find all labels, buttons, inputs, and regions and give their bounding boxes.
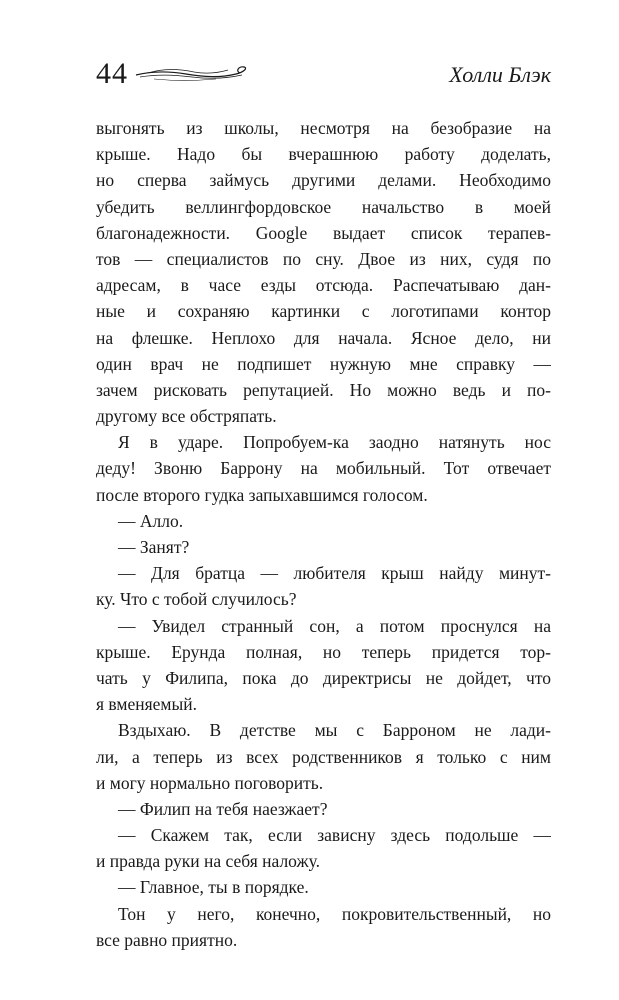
text-line: — Для братца — любителя крыш найду минут-	[118, 563, 551, 584]
text-line: я вменяемый.	[96, 694, 197, 715]
text-line: один врач не подпишет нужную мне справку —	[96, 353, 551, 374]
text-line: — Увидел странный сон, а потом проснулся на	[118, 615, 551, 636]
text-line: тов — специалистов по сну. Двое из них, судя по	[96, 248, 551, 269]
text-line: зачем рисковать репутацией. Но можно ведь и по-	[96, 379, 551, 400]
text-line: все равно приятно.	[96, 929, 238, 950]
text-line: адресам, в часе езды отсюда. Распечатываю дан-	[96, 275, 551, 296]
text-line: Тон у него, конечно, покровительственный, но	[118, 903, 551, 924]
text-line: и могу нормально поговорить.	[96, 772, 324, 793]
author-name: Холли Блэк	[449, 62, 551, 87]
text-line: деду! Звоню Баррону на мобильный. Тот отвечает	[96, 458, 551, 479]
text-line: благонадежности. Google выдает список терапев-	[96, 222, 551, 243]
text-line: ные и сохраняю картинки с логотипами контор	[96, 301, 551, 322]
text-line: Вздыхаю. В детстве мы с Барроном не лади-	[118, 720, 551, 741]
text-line: ку. Что с тобой случилось?	[96, 589, 297, 610]
text-line: — Главное, ты в порядке.	[118, 877, 309, 898]
text-line: — Алло.	[118, 510, 184, 531]
text-line: чать у Филипа, пока до директрисы не дойдет, что	[96, 667, 551, 688]
page-number: 44	[96, 57, 128, 90]
text-line: на флешке. Неплохо для начала. Ясное дело, ни	[96, 327, 551, 348]
text-line: — Скажем так, если зависну здесь подольше —	[118, 825, 551, 846]
running-header	[96, 56, 551, 96]
text-line: ли, а теперь из всех родственников я только с ним	[96, 746, 551, 767]
text-line: Я в ударе. Попробуем-ка заодно натянуть нос	[118, 432, 551, 453]
body-text	[96, 115, 551, 953]
text-line: и правда руки на себя наложу.	[96, 851, 320, 872]
text-line: крыше. Ерунда полная, но теперь придется тор-	[96, 641, 551, 662]
flourish-ornament-icon	[134, 62, 252, 86]
text-line: убедить веллингфордовское начальство в моей	[96, 196, 551, 217]
text-line: другому все обстряпать.	[96, 406, 277, 427]
text-line: выгонять из школы, несмотря на безобразие на	[96, 118, 551, 138]
text-line: но сперва займусь другими делами. Необходимо	[96, 170, 551, 191]
text-line: — Филип на тебя наезжает?	[118, 798, 328, 819]
text-line: — Занят?	[118, 537, 190, 557]
text-line: крыше. Надо бы вчерашнюю работу доделать,	[96, 144, 551, 165]
text-line: после второго гудка запыхавшимся голосом.	[96, 484, 428, 505]
